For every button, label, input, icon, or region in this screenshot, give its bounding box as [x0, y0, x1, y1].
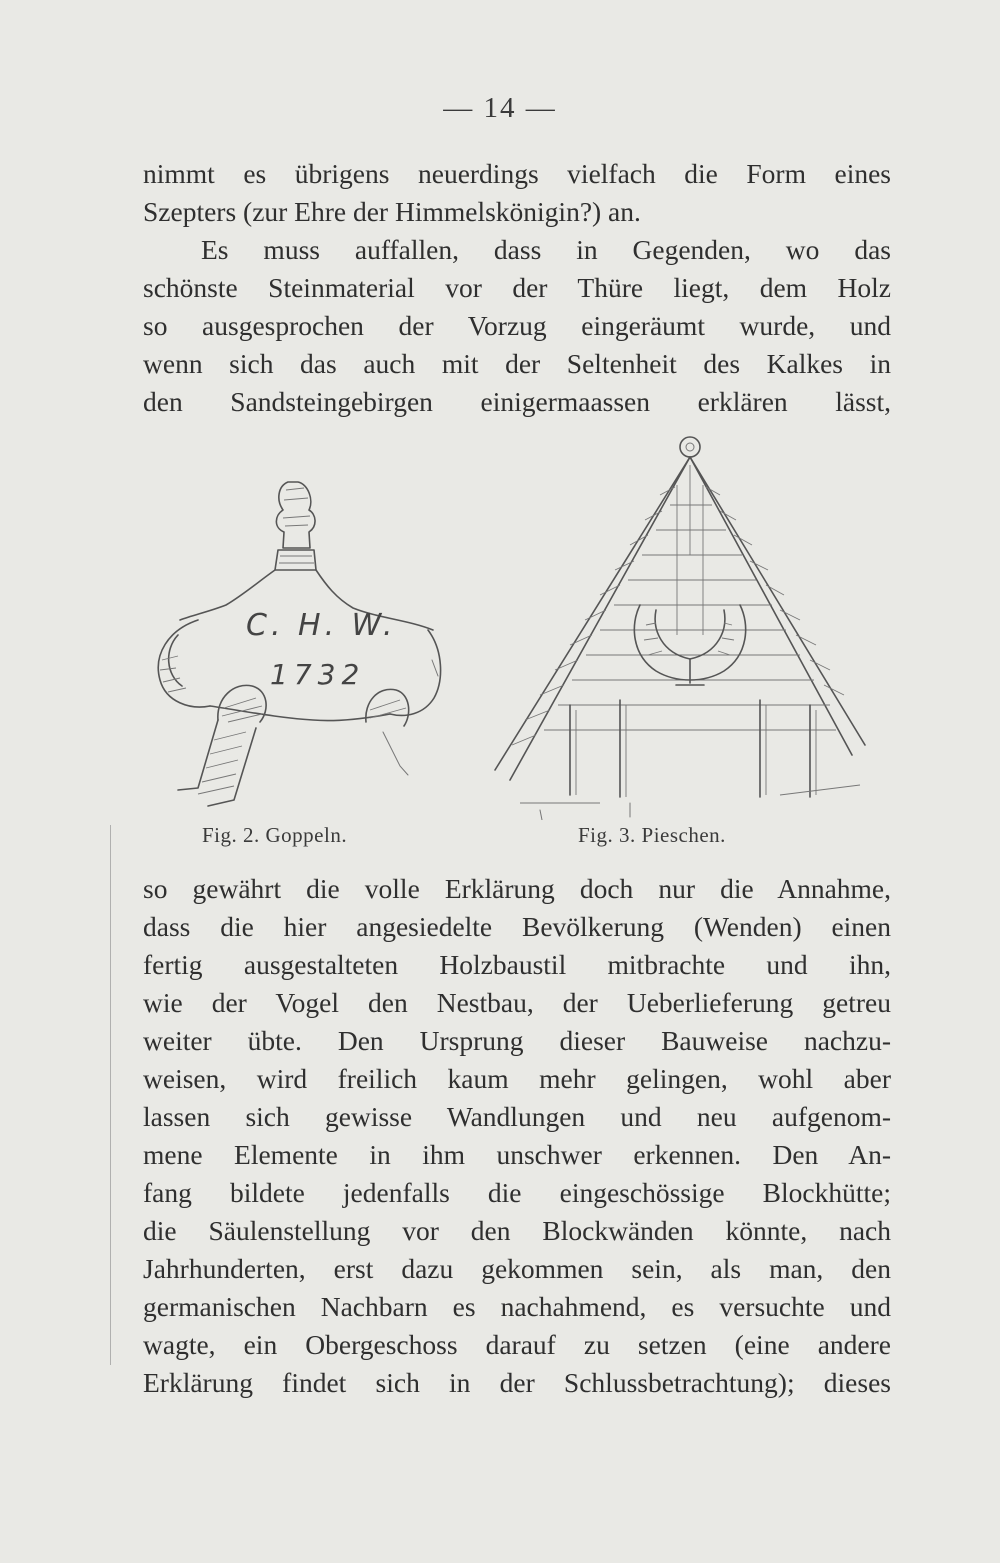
- figure-caption-goppeln: Fig. 2. Goppeln.: [202, 823, 348, 847]
- text-line: weisen, wird freilich kaum mehr gelingen, wohl aber: [143, 1063, 891, 1094]
- figure-pieschen-drawing: [480, 425, 882, 820]
- paragraph-top: [143, 155, 891, 421]
- text-line: Es muss auffallen, dass in Gegenden, wo das: [201, 234, 891, 265]
- text-line: so ausgesprochen der Vorzug eingeräumt wurde, und: [143, 310, 891, 341]
- text-line: den Sandsteingebirgen einigermaassen erklären lässt,: [143, 386, 891, 417]
- text-line: so gewährt die volle Erklärung doch nur die Annahme,: [143, 873, 891, 904]
- text-line: schönste Steinmaterial vor der Thüre liegt, dem Holz: [143, 272, 891, 303]
- goppeln-sketch: [138, 470, 456, 815]
- text-line: wagte, ein Obergeschoss darauf zu setzen (eine andere: [143, 1329, 891, 1360]
- text-line: germanischen Nachbarn es nachahmend, es versuchte und: [143, 1291, 891, 1322]
- text-line: Erklärung findet sich in der Schlussbetrachtung); dieses: [143, 1367, 891, 1398]
- text-line: dass die hier angesiedelte Bevölkerung (Wenden) einen: [143, 911, 891, 942]
- paragraph-bottom: [143, 870, 891, 1402]
- text-line: fang bildete jedenfalls die eingeschössige Blockhütte;: [143, 1177, 891, 1208]
- text-line: wenn sich das auch mit der Seltenheit des Kalkes in: [143, 348, 891, 379]
- text-line: nimmt es übrigens neuerdings vielfach die Form eines: [143, 158, 891, 189]
- inscription-initials: C. H. W.: [246, 608, 397, 643]
- margin-line: [110, 825, 117, 1365]
- text-line: mene Elemente in ihm unschwer erkennen. Den An-: [143, 1139, 891, 1170]
- text-line: Szepters (zur Ehre der Himmelskönigin?) an.: [143, 196, 641, 227]
- page-number: — 14 —: [443, 92, 557, 124]
- inscription-year: 1732: [270, 658, 366, 691]
- text-line: Jahrhunderten, erst dazu gekommen sein, als man, den: [143, 1253, 891, 1284]
- text-line: wie der Vogel den Nestbau, der Ueberlieferung getreu: [143, 987, 891, 1018]
- text-line: lassen sich gewisse Wandlungen und neu aufgenom-: [143, 1101, 891, 1132]
- text-line: die Säulenstellung vor den Blockwänden könnte, nach: [143, 1215, 891, 1246]
- figure-caption-pieschen: Fig. 3. Pieschen.: [578, 823, 726, 847]
- text-line: weiter übte. Den Ursprung dieser Bauweise nachzu-: [143, 1025, 891, 1056]
- pieschen-sketch: [480, 425, 882, 820]
- text-line: fertig ausgestalteten Holzbaustil mitbrachte und ihn,: [143, 949, 891, 980]
- figure-goppeln-drawing: [138, 470, 456, 815]
